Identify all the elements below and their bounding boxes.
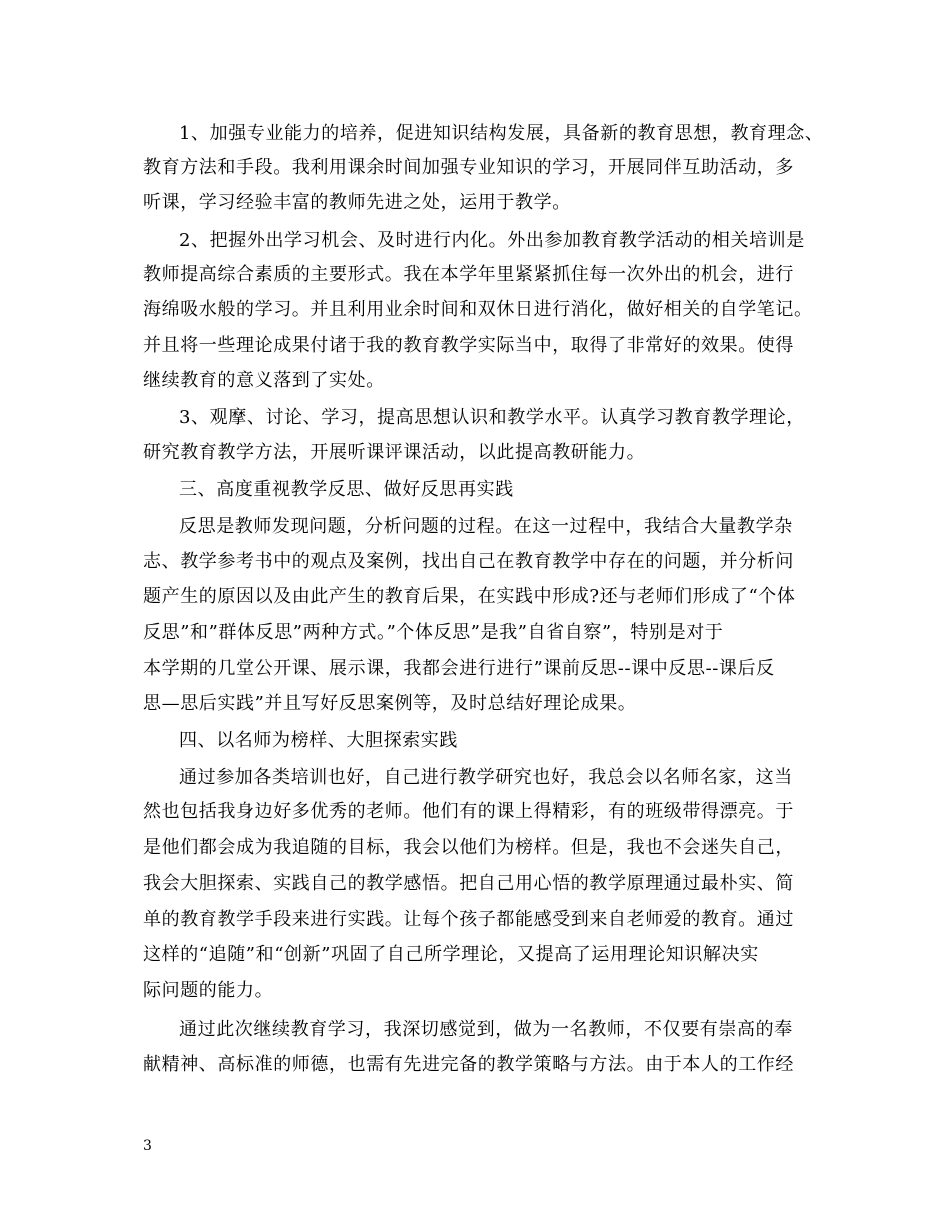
text-line: 通过此次继续教育学习，我深切感觉到，做为一名教师，不仅要有崇高的奉 (179, 1019, 793, 1040)
text-line: 思—思后实践”并且写好反思案例等，及时总结好理论成果。 (143, 693, 637, 714)
section-heading: 三、高度重视教学反思、做好反思再实践 (179, 479, 514, 500)
text-line: 志、教学参考书中的观点及案例，找出自己在教育教学中存在的问题，并分析问 (143, 551, 794, 572)
text-line: 这样的“追随”和“创新”巩固了自己所学理论，又提高了运用理论知识解决实 (143, 944, 759, 965)
text-line: 听课，学习经验丰富的教师先进之处，运用于教学。 (143, 192, 571, 213)
section-heading: 四、以名师为榜样、大胆探索实践 (179, 730, 458, 751)
text-line: 通过参加各类培训也好，自己进行教学研究也好，我总会以名师名家，这当 (179, 767, 793, 788)
text-line: 然也包括我身边好多优秀的老师。他们有的课上得精彩，有的班级带得漂亮。于 (143, 801, 794, 822)
text-line: 海绵吸水般的学习。并且利用业余时间和双休日进行消化，做好相关的自学笔记。 (143, 299, 813, 320)
text-line: 1、加强专业能力的培养，促进知识结构发展，具备新的教育思想，教育理念、 (179, 123, 824, 144)
text-line: 是他们都会成为我追随的目标，我会以他们为榜样。但是，我也不会迷失自己， (143, 837, 794, 858)
text-line: 际问题的能力。 (143, 980, 274, 1001)
text-line: 反思”和”群体反思”两种方式。”个体反思”是我”自省自察”，特别是对于 (143, 622, 724, 643)
text-line: 本学期的几堂公开课、展示课，我都会进行进行”课前反思--课中反思--课后反 (143, 658, 775, 679)
page-number: 3 (143, 1138, 152, 1154)
text-line: 单的教育教学手段来进行实践。让每个孩子都能感受到来自老师爱的教育。通过 (143, 909, 794, 930)
text-line: 我会大胆探索、实践自己的教学感悟。把自己用心悟的教学原理通过最朴实、简 (143, 873, 794, 894)
text-line: 继续教育的意义落到了实处。 (143, 370, 385, 391)
text-line: 研究教育教学方法，开展听课评课活动，以此提高教研能力。 (143, 442, 646, 463)
text-line: 反思是教师发现问题，分析问题的过程。在这一过程中，我结合大量教学杂 (179, 516, 793, 537)
text-line: 献精神、高标准的师德，也需有先进完备的教学策略与方法。由于本人的工作经 (143, 1054, 794, 1075)
text-line: 题产生的原因以及由此产生的教育后果，在实践中形成?还与老师们形成了“个体 (143, 586, 796, 607)
text-line: 教育方法和手段。我利用课余时间加强专业知识的学习，开展同伴互助活动，多 (143, 157, 794, 178)
text-line: 3、观摩、讨论、学习，提高思想认识和教学水平。认真学习教育教学理论， (179, 407, 805, 428)
text-line: 并且将一些理论成果付诸于我的教育教学实际当中，取得了非常好的效果。使得 (143, 335, 794, 356)
text-line: 教师提高综合素质的主要形式。我在本学年里紧紧抓住每一次外出的机会，进行 (143, 264, 794, 285)
text-line: 2、把握外出学习机会、及时进行内化。外出参加教育教学活动的相关培训是 (179, 230, 805, 251)
